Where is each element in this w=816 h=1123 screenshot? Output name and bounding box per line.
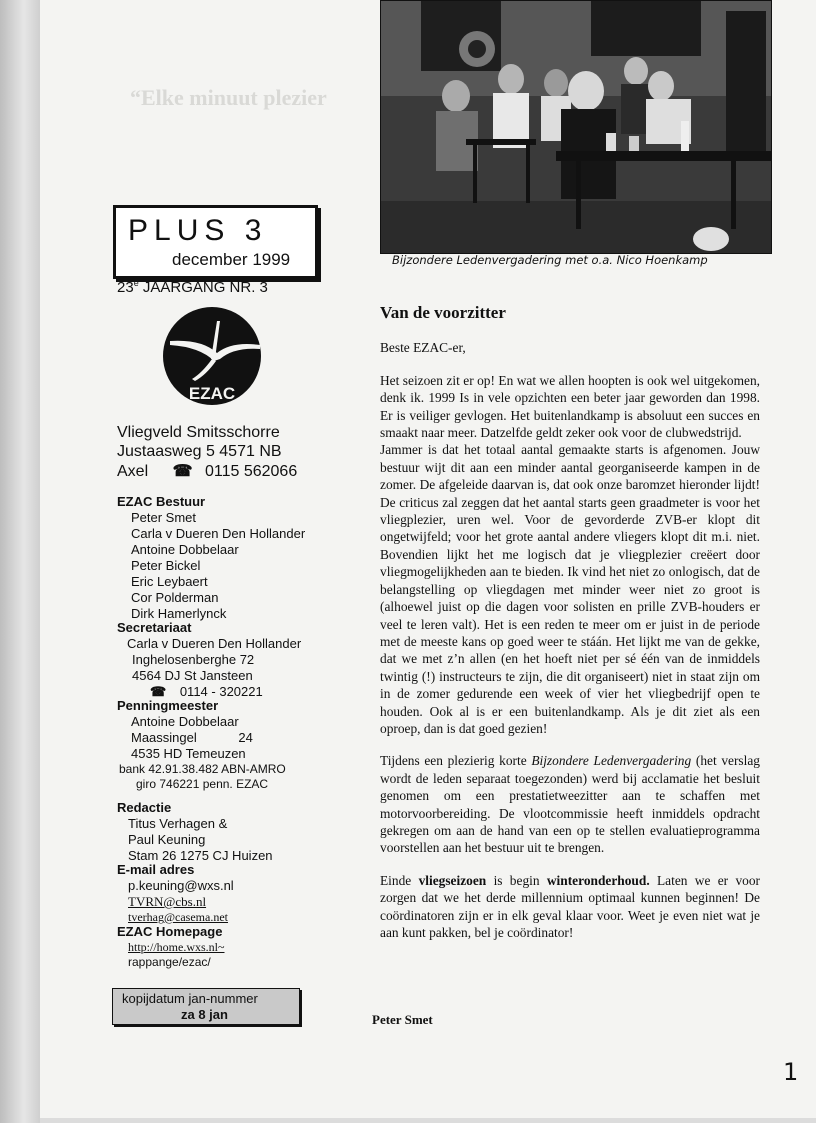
address-line-1: Vliegveld Smitsschorre <box>117 424 280 441</box>
binding-spine <box>0 0 40 1123</box>
secretariaat-line: 4564 DJ St Jansteen <box>132 668 253 683</box>
article-paragraph-3-text: (het verslag wordt de leden separaat toegezonden) werd bij acclamatie het besluit genomen om een prestatietweezitter aan te schaffen met motorvoorbereiding. De vlootcommissie heeft inmiddels opdracht gekregen om aan de hand van een op te stellen evaluatieprogramma voorstellen aan het bestuur uit te brengen. <box>380 753 761 856</box>
homepage-url-line-2[interactable]: rappange/ezac/ <box>128 955 211 969</box>
logo-text: EZAC <box>188 384 236 403</box>
kopij-date: za 8 jan <box>181 1007 228 1022</box>
email-address[interactable]: p.keuning@wxs.nl <box>128 878 234 893</box>
redactie-heading: Redactie <box>117 800 172 815</box>
article-paragraph-4-bold: winteronderhoud. <box>546 872 650 888</box>
issue-date: december 1999 <box>172 250 291 269</box>
kopij-label: kopijdatum jan-nummer <box>122 991 258 1006</box>
bestuur-member: Antoine Dobbelaar <box>131 542 239 557</box>
penningmeester-heading: Penningmeester <box>117 698 219 713</box>
volume-suffix: e <box>133 278 139 288</box>
address-city: Axel <box>117 463 149 480</box>
article-paragraph-2: Jammer is dat het totaal aantal gemaakte starts is afgenomen. Jouw bestuur wijt dit aan een minder aantal georganiseerde kampen in de zomer. De afgeleide daarvan is, dat ook onze baromzet hieronder lijdt! De criticus zal zeggen dat het aantal starts geen graadmeter is voor het vliegplezier, uren wel. Voor de gevorderde ZVB-er klopt dit ongetwijfeld; voor het grote aantal andere vliegers klopt dit m.i. niet. Bovendien lijkt het me logisch dat je vliegplezier creëert door vliegmogelijkheden aan te bieden. Ik vind het niet zo onlogisch, dat de belangstelling op vliegdagen met minder weer niet zo groot is (alhoewel juist op die dagen voor solisten en prille ZVB-houders er veel te leren valt). Het is een reden te meer om er juist in de periode met de meeste kans op goed weer te stáán. Het lijkt me van de gekke, dat we met z’n allen (en het hoeft niet per sé één van de inmiddels twintig (!) instructeurs te zijn, die dit organiseert) niet in staat zijn om in de zomer gedurende een week of vier het vliegbedrijf open te houden. Ook al is er een buitenlandkamp. Als je dit ziet als een oproep, dan is dat goed gezien! <box>380 442 760 736</box>
redactie-line: Titus Verhagen & <box>128 816 228 831</box>
address-line-3 <box>117 461 297 481</box>
redactie-line: Paul Keuning <box>128 832 206 847</box>
article-paragraph-4-text: Laten we er voor zorgen dat we het derde millennium optimaal kunnen beginnen! De coördinatoren zijn er in elk geval klaar voor. Weet je even niet wat je aan kunt pakken, bel je coördinator! <box>380 872 760 940</box>
secretariaat-heading: Secretariaat <box>117 620 192 635</box>
bestuur-member: Peter Bickel <box>131 558 201 573</box>
kopij-date-box <box>112 988 300 1025</box>
phone-icon: ☎ <box>172 463 193 480</box>
bestuur-member: Carla v Dueren Den Hollander <box>131 526 306 541</box>
secretariaat-line: Inghelosenberghe 72 <box>132 652 255 667</box>
volume-rest: JAARGANG NR. 3 <box>138 279 268 296</box>
penningmeester-street <box>131 730 253 745</box>
page-number: 1 <box>783 1058 799 1086</box>
redactie-line: Stam 26 1275 CJ Huizen <box>128 848 273 863</box>
penningmeester-bank: bank 42.91.38.482 ABN-AMRO <box>119 762 286 776</box>
masthead-box <box>113 205 318 279</box>
article-paragraph-1: Het seizoen zit er op! En wat we allen hoopten is ook wel uitgekomen, denk ik. 1999 Is in vele opzichten een beter jaar geworden dan 1998. Er is veiliger gevlogen. Het buitenlandkamp is absoluut een succes en smaakt naar meer. Datzelfde geldt zeker ook voor de clubwedstrijd. <box>380 372 760 441</box>
article-paragraph-3-text: Tijdens een plezierig korte <box>380 753 532 769</box>
chairman-article <box>380 304 760 941</box>
article-paragraph-3-emphasis: Bijzondere Ledenvergadering <box>531 753 692 769</box>
glider-logo-icon <box>162 301 262 411</box>
bestuur-member: Peter Smet <box>131 510 197 525</box>
penningmeester-name: Antoine Dobbelaar <box>131 714 239 729</box>
article-paragraph-4 <box>380 872 760 942</box>
bleed-through-heading: “Elke minuut plezier <box>130 85 327 110</box>
homepage-url-line-1[interactable]: http://home.wxs.nl~ <box>128 940 225 954</box>
address-line-2: Justaasweg 5 4571 NB <box>117 443 282 460</box>
ezac-logo <box>162 301 262 411</box>
email-heading: E-mail adres <box>117 862 195 877</box>
photo-caption: Bijzondere Ledenvergadering met o.a. Nico Hoenkamp <box>392 253 708 267</box>
secretariaat-phone: 0114 - 320221 <box>179 684 263 699</box>
article-salutation: Beste EZAC-er, <box>380 340 466 356</box>
volume-line <box>117 278 268 296</box>
article-paragraph-4-bold: vliegseizoen <box>418 872 487 888</box>
penningmeester-city: 4535 HD Temeuzen <box>131 746 246 761</box>
penningmeester-street-name: Maassingel <box>131 730 197 745</box>
article-signoff: Peter Smet <box>372 1012 433 1027</box>
email-address[interactable]: TVRN@cbs.nl <box>128 894 207 909</box>
homepage-heading: EZAC Homepage <box>117 924 223 939</box>
bestuur-heading: EZAC Bestuur <box>117 494 206 509</box>
article-paragraph-3 <box>380 752 760 856</box>
meeting-photo-illustration <box>381 1 771 253</box>
meeting-photo <box>380 0 772 254</box>
phone-icon: ☎ <box>150 684 167 699</box>
bestuur-member: Eric Leybaert <box>131 574 208 589</box>
article-paragraph-4-text: Einde <box>380 872 419 888</box>
article-heading: Van de voorzitter <box>380 303 506 322</box>
article-paragraph-4-text: is begin <box>486 872 547 888</box>
bestuur-member: Cor Polderman <box>131 590 219 605</box>
penningmeester-giro: giro 746221 penn. EZAC <box>136 777 269 791</box>
secretariaat-line: Carla v Dueren Den Hollander <box>127 636 302 651</box>
email-address[interactable]: tverhag@casema.net <box>128 910 229 924</box>
penningmeester-house-number: 24 <box>238 730 253 745</box>
address-phone: 0115 562066 <box>204 463 298 480</box>
newsletter-title: PLUS 3 <box>128 214 268 247</box>
bestuur-member: Dirk Hamerlynck <box>131 606 227 621</box>
volume-number: 23 <box>117 279 134 296</box>
